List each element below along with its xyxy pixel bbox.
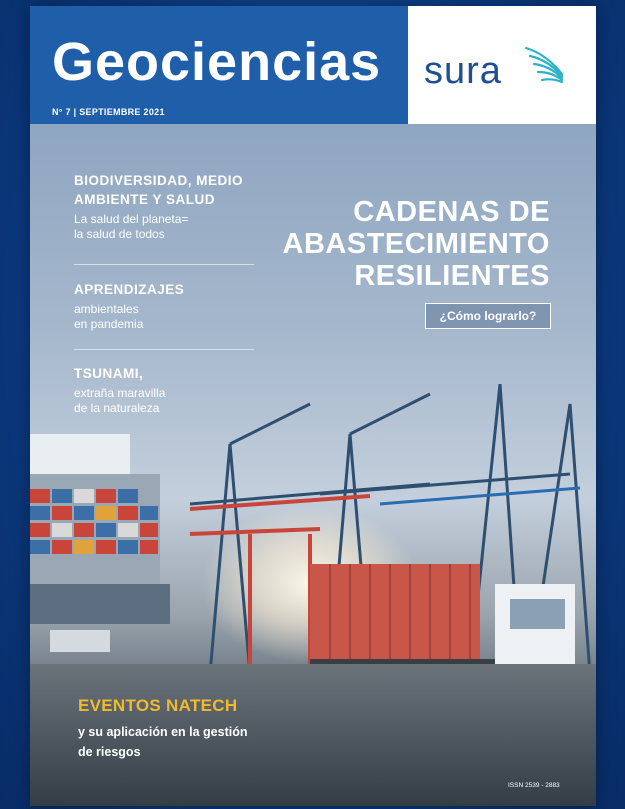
sura-wing-icon bbox=[522, 44, 570, 90]
magazine-cover bbox=[30, 6, 596, 806]
divider bbox=[74, 349, 254, 350]
issue-info: N° 7 | SEPTIEMBRE 2021 bbox=[52, 107, 165, 117]
sidebar-item-subtitle: ambientales bbox=[74, 302, 139, 316]
sidebar-item-heading: TSUNAMI, bbox=[74, 366, 144, 381]
headline-line: ABASTECIMIENTO bbox=[282, 228, 550, 260]
sidebar-item-subtitle: en pandemia bbox=[74, 317, 144, 331]
sidebar-item-tsunami bbox=[74, 364, 165, 416]
sidebar-item-subtitle: la salud de todos bbox=[74, 227, 165, 241]
feature-title: EVENTOS NATECH bbox=[78, 696, 238, 715]
headline-cta-box: ¿Cómo lograrlo? bbox=[425, 303, 551, 329]
sidebar-item-biodiversidad bbox=[74, 171, 243, 242]
feature-subtitle-line: de riesgos bbox=[78, 745, 141, 759]
headline-line: CADENAS DE bbox=[353, 196, 550, 228]
brand-logo-text: sura bbox=[424, 50, 502, 92]
masthead-banner bbox=[30, 6, 408, 124]
issn-label: ISSN 2539 - 2883 bbox=[508, 782, 560, 789]
cover-headline bbox=[283, 196, 550, 292]
feature-subtitle-line: y su aplicación en la gestión bbox=[78, 725, 248, 739]
sidebar-item-aprendizajes bbox=[74, 280, 184, 332]
sidebar-item-subtitle: extraña maravilla bbox=[74, 386, 166, 400]
magazine-title: Geociencias bbox=[52, 32, 382, 92]
sidebar-item-heading: AMBIENTE Y SALUD bbox=[74, 192, 216, 207]
divider bbox=[74, 264, 254, 265]
sidebar-item-subtitle: de la naturaleza bbox=[74, 401, 160, 415]
sidebar-item-heading: BIODIVERSIDAD, MEDIO bbox=[74, 173, 244, 188]
sidebar-item-subtitle: La salud del planeta= bbox=[74, 212, 189, 226]
cargo-ship-image bbox=[30, 434, 180, 664]
headline-line: RESILIENTES bbox=[354, 260, 550, 292]
feature-subtitle bbox=[78, 722, 248, 762]
sidebar-item-heading: APRENDIZAJES bbox=[74, 282, 185, 297]
